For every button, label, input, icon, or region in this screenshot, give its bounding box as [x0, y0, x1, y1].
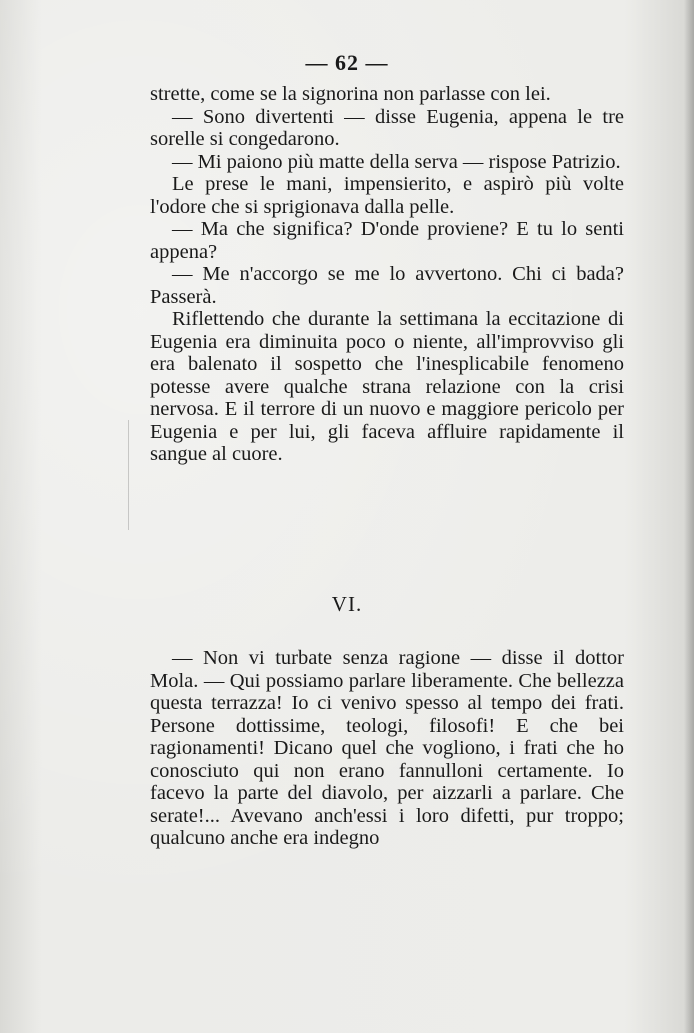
- paragraph: — Sono divertenti — disse Eugenia, appena le tre sorelle si congedarono.: [150, 105, 624, 150]
- page-number: — 62 —: [305, 50, 389, 75]
- paragraph: — Me n'accorgo se me lo avvertono. Chi ci bada? Passerà.: [150, 263, 624, 308]
- paragraph: Riflettendo che durante la settimana la eccitazione di Eugenia era diminuita poco o niente, all'improvviso gli era balenato il sospetto che l'inesplicabile fenomeno potesse avere qualche strana relazione con la crisi nervosa. E il terrore di un nuovo e maggiore pericolo per Eugenia e per lui, gli faceva affluire rapidamente il sangue al cuore.: [150, 308, 624, 465]
- text-block-before-section: [150, 83, 624, 466]
- section-heading: VI.: [331, 592, 363, 616]
- margin-pencil-mark: [128, 420, 135, 530]
- paragraph: — Ma che significa? D'onde proviene? E tu lo senti appena?: [150, 218, 624, 263]
- paragraph: strette, come se la signorina non parlasse con lei.: [150, 83, 551, 105]
- paragraph: Le prese le mani, impensierito, e aspirò più volte l'odore che si sprigionava dalla pelle.: [150, 173, 624, 218]
- page-edge-shadow: [684, 0, 694, 1033]
- paragraph: — Non vi turbate senza ragione — disse il dottor Mola. — Qui possiamo parlare liberamente. Che bellezza questa terrazza! Io ci venivo spesso al tempo dei frati. Persone dottissime, teologi, filosofi! E che bei ragionamenti! Dicano quel che vogliono, i frati che ho conosciuto qui non erano fannulloni certamente. Io facevo la parte del diavolo, per aizzarli a parlare. Che serate!... Avevano anch'essi i loro difetti, pur troppo; qualcuno anche era indegno: [150, 647, 624, 849]
- paragraph: — Mi paiono più matte della serva — rispose Patrizio.: [172, 150, 621, 173]
- text-block-section-vi: [150, 647, 624, 850]
